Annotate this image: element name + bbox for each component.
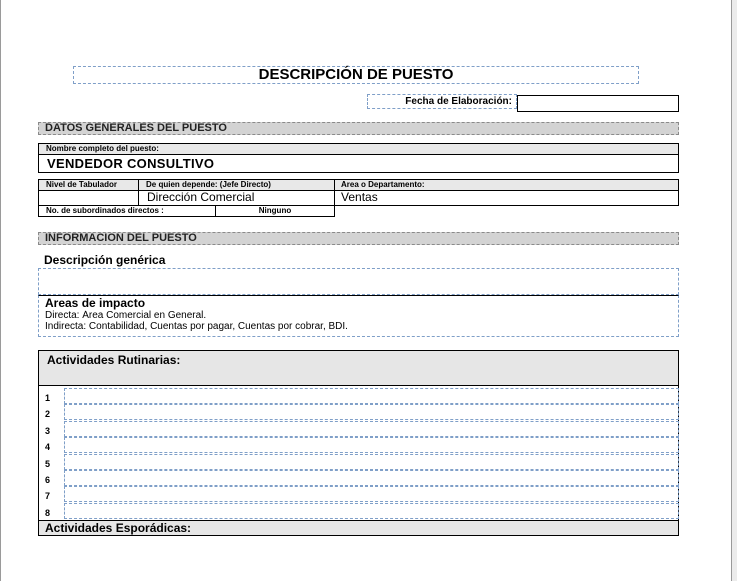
actividad-row-number: 7: [45, 491, 51, 502]
actividad-row-field[interactable]: [64, 486, 679, 502]
actividad-row-number: 1: [45, 393, 51, 403]
actividad-row-number: 4: [45, 442, 51, 453]
page-right-shadow: [732, 0, 737, 581]
descripcion-generica-field[interactable]: [38, 268, 679, 295]
nombre-puesto-value[interactable]: VENDEDOR CONSULTIVO: [47, 157, 215, 171]
subordinados-row: [38, 205, 335, 217]
areas-impacto-label: Areas de impacto: [45, 296, 146, 310]
actividad-row-number: 2: [45, 409, 51, 420]
actividades-esporadicas-header: [38, 520, 679, 536]
nivel-tabulador-label: Nivel de Tabulador: [39, 180, 139, 191]
areas-impacto-directa[interactable]: Directa: Área Comercial en General.: [45, 310, 207, 321]
actividad-row-field[interactable]: [64, 503, 679, 519]
actividades-rutinarias-header: [39, 351, 678, 386]
areas-impacto-block: [38, 295, 679, 337]
jefe-directo-value[interactable]: Dirección Comercial: [139, 191, 335, 205]
datos-generales-header: DATOS GENERALES DEL PUESTO: [38, 122, 679, 135]
descripcion-generica-label: Descripción genérica: [44, 253, 166, 267]
actividad-row-number: 6: [45, 475, 51, 485]
informacion-puesto-header: INFORMACION DEL PUESTO: [38, 232, 679, 245]
actividad-row-number: 8: [45, 507, 51, 518]
nombre-puesto-label: Nombre completo del puesto:: [39, 144, 678, 155]
area-departamento-value[interactable]: Ventas: [341, 191, 378, 204]
fecha-elaboracion-label: Fecha de Elaboración:: [367, 94, 517, 109]
datos-grid: [38, 179, 679, 206]
areas-impacto-indirecta[interactable]: Indirecta: Contabilidad, Cuentas por pagar, Cuentas por cobrar, BDI.: [45, 321, 348, 332]
document-title: DESCRIPCIÓN DE PUESTO: [73, 66, 639, 84]
actividades-rutinarias-label: Actividades Rutinarias:: [47, 353, 181, 367]
actividad-row-field[interactable]: [64, 388, 679, 404]
actividad-row-field[interactable]: [64, 454, 679, 470]
actividad-row-field[interactable]: [64, 470, 679, 486]
actividades-esporadicas-label: Actividades Esporádicas:: [45, 521, 192, 535]
actividad-row-field[interactable]: [64, 404, 679, 420]
actividad-row-number: 5: [45, 458, 51, 469]
subordinados-value[interactable]: Ninguno: [215, 206, 334, 216]
actividad-row-number: 3: [45, 425, 51, 436]
nivel-tabulador-value[interactable]: [39, 191, 139, 205]
nombre-puesto-block: [38, 143, 679, 173]
subordinados-label: No. de subordinados directos :: [46, 206, 164, 215]
area-departamento-label: Area o Departamento:: [335, 180, 678, 191]
fecha-elaboracion-field[interactable]: [517, 95, 679, 112]
actividad-row-field[interactable]: [64, 437, 679, 453]
actividad-row-field[interactable]: [64, 421, 679, 437]
jefe-directo-label: De quien depende: (Jefe Directo): [139, 180, 335, 191]
page-left-edge: [0, 0, 1, 581]
